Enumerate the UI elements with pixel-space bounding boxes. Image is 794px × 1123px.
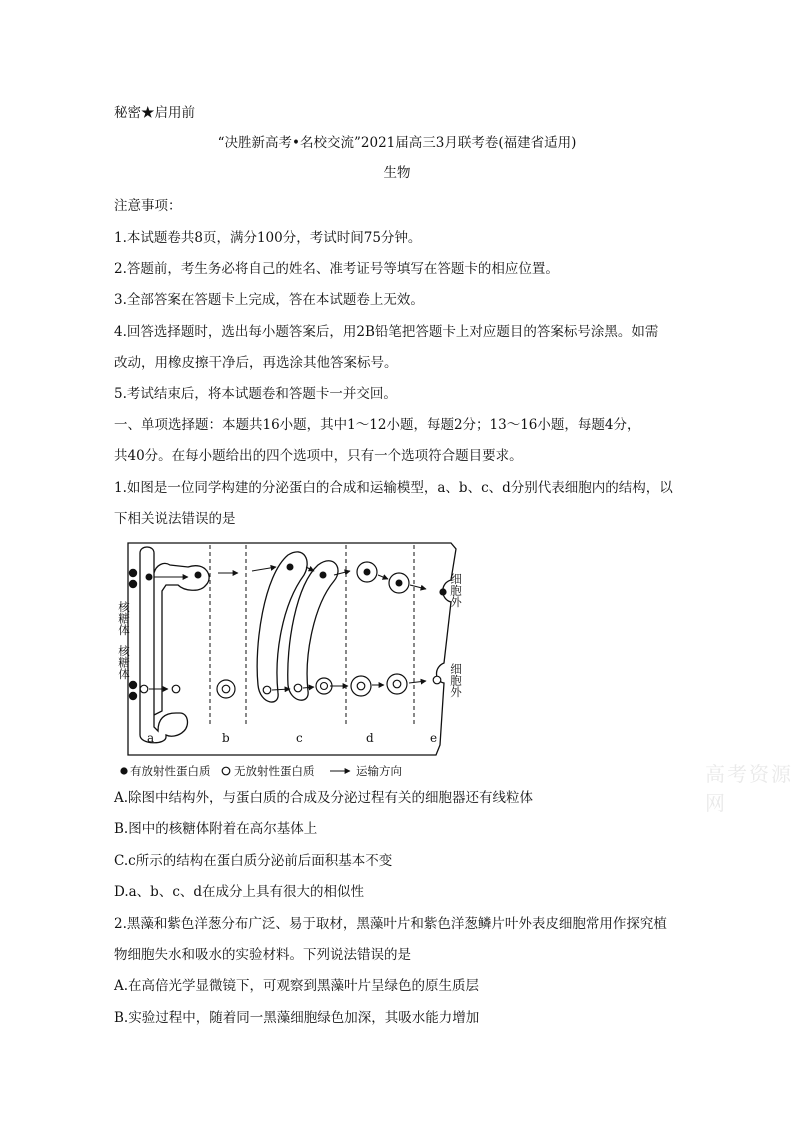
q1-figure (118, 535, 468, 784)
q1-option-c: C.c所示的结构在蛋白质分泌前后面积基本不变 (114, 853, 393, 869)
notice-item-2: 2.答题前，考生务必将自己的姓名、准考证号等填写在答题卡的相应位置。 (114, 261, 559, 277)
q2-stem-line1: 2.黑藻和紫色洋葱分布广泛、易于取材，黑藻叶片和紫色洋葱鳞片叶外表皮细胞常用作探究植 (114, 916, 667, 932)
secret-label: 秘密★启用前 (114, 105, 195, 121)
ribosome-label-top: 核糖体 (118, 601, 131, 636)
ribosome-top-1 (129, 569, 137, 577)
ribosome-bottom-2 (129, 692, 137, 700)
notice-item-4-cont: 改动，用橡皮擦干净后，再选涂其他答案标号。 (114, 355, 398, 371)
region-label-c: c (296, 731, 303, 745)
legend-nonradioactive: 无放射性蛋白质 (234, 764, 315, 778)
protein-open-a2 (172, 685, 180, 693)
structure-c-2 (288, 561, 338, 700)
q1-stem-line1: 1.如图是一位同学构建的分泌蛋白的合成和运输模型，a、b、c、d分别代表细胞内的结构，以 (114, 480, 673, 496)
q1-option-d: D.a、b、c、d在成分上具有很大的相似性 (114, 884, 365, 900)
protein-open-a1 (140, 685, 148, 693)
structure-c-1 (257, 552, 307, 702)
notice-item-4: 4.回答选择题时，选出每小题答案后，用2B铅笔把答题卡上对应题目的答案标号涂黑。如需 (114, 324, 659, 340)
outside-label-bottom: 细胞外 (449, 663, 463, 698)
exam-title: “决胜新高考•名校交流”2021届高三3月联考卷(福建省适用) (217, 135, 577, 151)
ribosome-bottom-1 (129, 681, 137, 689)
q2-stem-line2: 物细胞失水和吸水的实验材料。下列说法错误的是 (114, 947, 411, 963)
notice-item-1: 1.本试题卷共8页，满分100分，考试时间75分钟。 (114, 230, 422, 246)
cell-membrane (128, 543, 456, 755)
region-label-a: a (147, 731, 155, 745)
q1-option-b: B.图中的核糖体附着在高尔基体上 (114, 821, 318, 837)
notice-heading: 注意事项： (114, 198, 182, 214)
region-label-d: d (366, 731, 374, 745)
region-label-e: e (430, 731, 438, 745)
outside-label-top: 细胞外 (449, 573, 463, 608)
legend-radioactive: 有放射性蛋白质 (130, 764, 211, 778)
section1-intro-line1: 一、单项选择题：本题共16小题，其中1～12小题，每题2分；13～16小题，每题4分， (114, 417, 641, 433)
ribosome-label-bottom: 核糖体 (118, 645, 131, 680)
region-label-b: b (222, 731, 230, 745)
section1-intro-line2: 共40分。在每小题给出的四个选项中，只有一个选项符合题目要求。 (114, 448, 523, 464)
protein-dot-a1 (146, 574, 153, 581)
subject-title: 生物 (383, 165, 411, 181)
q1-stem-line2: 下相关说法错误的是 (114, 511, 236, 527)
legend-direction: 运输方向 (356, 764, 402, 778)
watermark: 高考资源网 (705, 762, 793, 815)
q1-option-a: A.除图中结构外，与蛋白质的合成及分泌过程有关的细胞器还有线粒体 (114, 790, 534, 806)
q2-option-a: A.在高倍光学显微镜下，可观察到黑藻叶片呈绿色的原生质层 (114, 978, 480, 994)
protein-dot-a2 (195, 572, 202, 579)
notice-item-5: 5.考试结束后，将本试题卷和答题卡一并交回。 (114, 386, 397, 402)
notice-item-3: 3.全部答案在答题卡上完成，答在本试题卷上无效。 (114, 292, 424, 308)
ribosome-top-2 (129, 580, 137, 588)
q2-option-b: B.实验过程中，随着同一黑藻细胞绿色加深，其吸水能力增加 (114, 1010, 480, 1026)
